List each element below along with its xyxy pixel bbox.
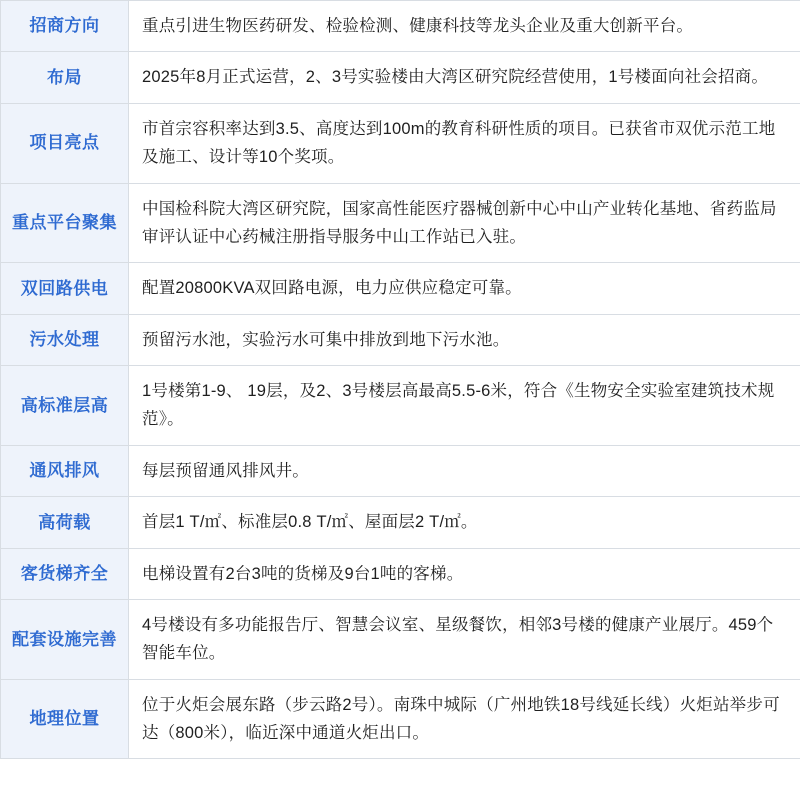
row-value: 2025年8月正式运营，2、3号实验楼由大湾区研究院经营使用，1号楼面向社会招商。: [129, 52, 800, 103]
table-row: [1, 548, 800, 599]
row-label: 地理位置: [1, 679, 129, 759]
row-label: 高标准层高: [1, 366, 129, 446]
row-value: 1号楼第1-9、 19层，及2、3号楼层高最高5.5-6米，符合《生物安全实验室建筑技术规范》。: [129, 366, 800, 446]
row-value: 预留污水池，实验污水可集中排放到地下污水池。: [129, 314, 800, 365]
row-value: 首层1 T/㎡、标准层0.8 T/㎡、屋面层2 T/㎡。: [129, 497, 800, 548]
row-label: 污水处理: [1, 314, 129, 365]
table-body: [1, 1, 800, 759]
row-label: 通风排风: [1, 445, 129, 496]
row-label: 高荷载: [1, 497, 129, 548]
row-value: 每层预留通风排风井。: [129, 445, 800, 496]
row-value: 位于火炬会展东路（步云路2号）。南珠中城际（广州地铁18号线延长线）火炬站举步可达（800米），临近深中通道火炬出口。: [129, 679, 800, 759]
table-row: [1, 314, 800, 365]
table-row: [1, 183, 800, 263]
row-label: 项目亮点: [1, 103, 129, 183]
table-row: [1, 599, 800, 679]
table-row: [1, 1, 800, 52]
table-row: [1, 679, 800, 759]
row-value: 重点引进生物医药研发、检验检测、健康科技等龙头企业及重大创新平台。: [129, 1, 800, 52]
table-row: [1, 103, 800, 183]
table-row: [1, 366, 800, 446]
row-value: 市首宗容积率达到3.5、高度达到100m的教育科研性质的项目。已获省市双优示范工地及施工、设计等10个奖项。: [129, 103, 800, 183]
table-row: [1, 52, 800, 103]
row-label: 配套设施完善: [1, 599, 129, 679]
row-label: 客货梯齐全: [1, 548, 129, 599]
row-value: 中国检科院大湾区研究院，国家高性能医疗器械创新中心中山产业转化基地、省药监局审评认证中心药械注册指导服务中山工作站已入驻。: [129, 183, 800, 263]
row-label: 双回路供电: [1, 263, 129, 314]
row-label: 招商方向: [1, 1, 129, 52]
row-value: 4号楼设有多功能报告厅、智慧会议室、星级餐饮，相邻3号楼的健康产业展厅。459个智能车位。: [129, 599, 800, 679]
table-row: [1, 445, 800, 496]
row-label: 重点平台聚集: [1, 183, 129, 263]
table-row: [1, 497, 800, 548]
row-value: 电梯设置有2台3吨的货梯及9台1吨的客梯。: [129, 548, 800, 599]
table-row: [1, 263, 800, 314]
row-value: 配置20800KVA双回路电源，电力应供应稳定可靠。: [129, 263, 800, 314]
row-label: 布局: [1, 52, 129, 103]
